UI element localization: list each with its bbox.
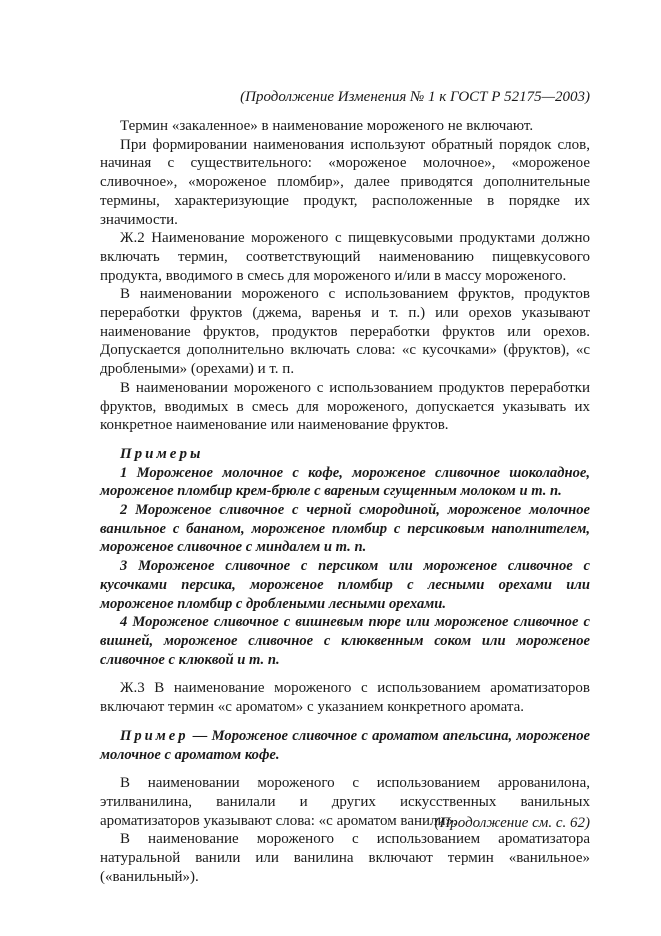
example-label: Пример [120, 727, 189, 744]
paragraph-7: В наименовании мороженого с использованием аррованилона, этилванилина, ванилали и других искусственных ванильных ароматизаторов указывают слова: «с ароматом ванили». [100, 775, 590, 829]
example-1: 1 Мороженое молочное с кофе, мороженое сливочное шоколадное, мороженое пломбир крем-брюле с вареным сгущенным молоком и т. п. [100, 464, 590, 500]
paragraph-1: Термин «закаленное» в наименование мороженого не включают. [120, 118, 534, 134]
paragraph-8: В наименование мороженого с использованием ароматизатора натуральной ванили или ванилина включают термин «ванильное» («ванильный»). [100, 831, 590, 885]
example-text: — Мороженое сливочное с ароматом апельсина, мороженое молочное с ароматом кофе. [100, 727, 590, 763]
paragraph-zh2: Ж.2 Наименование мороженого с пищевкусовыми продуктами должно включать термин, соответствующий наименованию пищевкусового продукта, вводимого в смесь для мороженого и/или в массу мороженого. [100, 230, 590, 284]
page-header: (Продолжение Изменения № 1 к ГОСТ Р 52175—2003) [240, 89, 590, 105]
paragraph-2: При формировании наименования используют обратный порядок слов, начиная с существительного: «мороженое молочное», «мороженое сливочное», «мороженое пломбир», далее приводятся дополнительные термины, характеризующие продукт, расположенные в порядке их значимости. [100, 136, 590, 228]
example-3: 3 Мороженое сливочное с персиком или мороженое сливочное с кусочками персика, мороженое пломбир с лесными орехами или мороженое пломбир с дроблеными лесными орехами. [100, 558, 590, 612]
single-example [100, 727, 590, 764]
page-footer: (Продолжение см. с. 62) [434, 815, 590, 831]
document-body [100, 117, 590, 886]
paragraph-4: В наименовании мороженого с использованием фруктов, продуктов переработки фруктов (джема, варенья и т. п.) или орехов указывают наименование фруктов, продуктов переработки фруктов или орехов. Допускается дополнительно включать слова: «с кусочками» (фруктов), «с дроблеными» (орехами) и т. п. [100, 286, 590, 378]
example-4: 4 Мороженое сливочное с вишневым пюре или мороженое сливочное с вишней, мороженое сливочное с клюквенным соком или мороженое сливочное с клюквой и т. п. [100, 614, 590, 668]
paragraph-zh3: Ж.3 В наименование мороженого с использованием ароматизаторов включают термин «с ароматом» с указанием конкретного аромата. [100, 680, 590, 716]
example-2: 2 Мороженое сливочное с черной смородиной, мороженое молочное ванильное с бананом, мороженое пломбир с персиковым наполнителем, мороженое сливочное с миндалем и т. п. [100, 502, 590, 556]
examples-title: Примеры [120, 445, 204, 462]
paragraph-5: В наименовании мороженого с использованием продуктов переработки фруктов, вводимых в смесь для мороженого, допускается указывать их конкретное наименование или наименование фруктов. [100, 379, 590, 434]
